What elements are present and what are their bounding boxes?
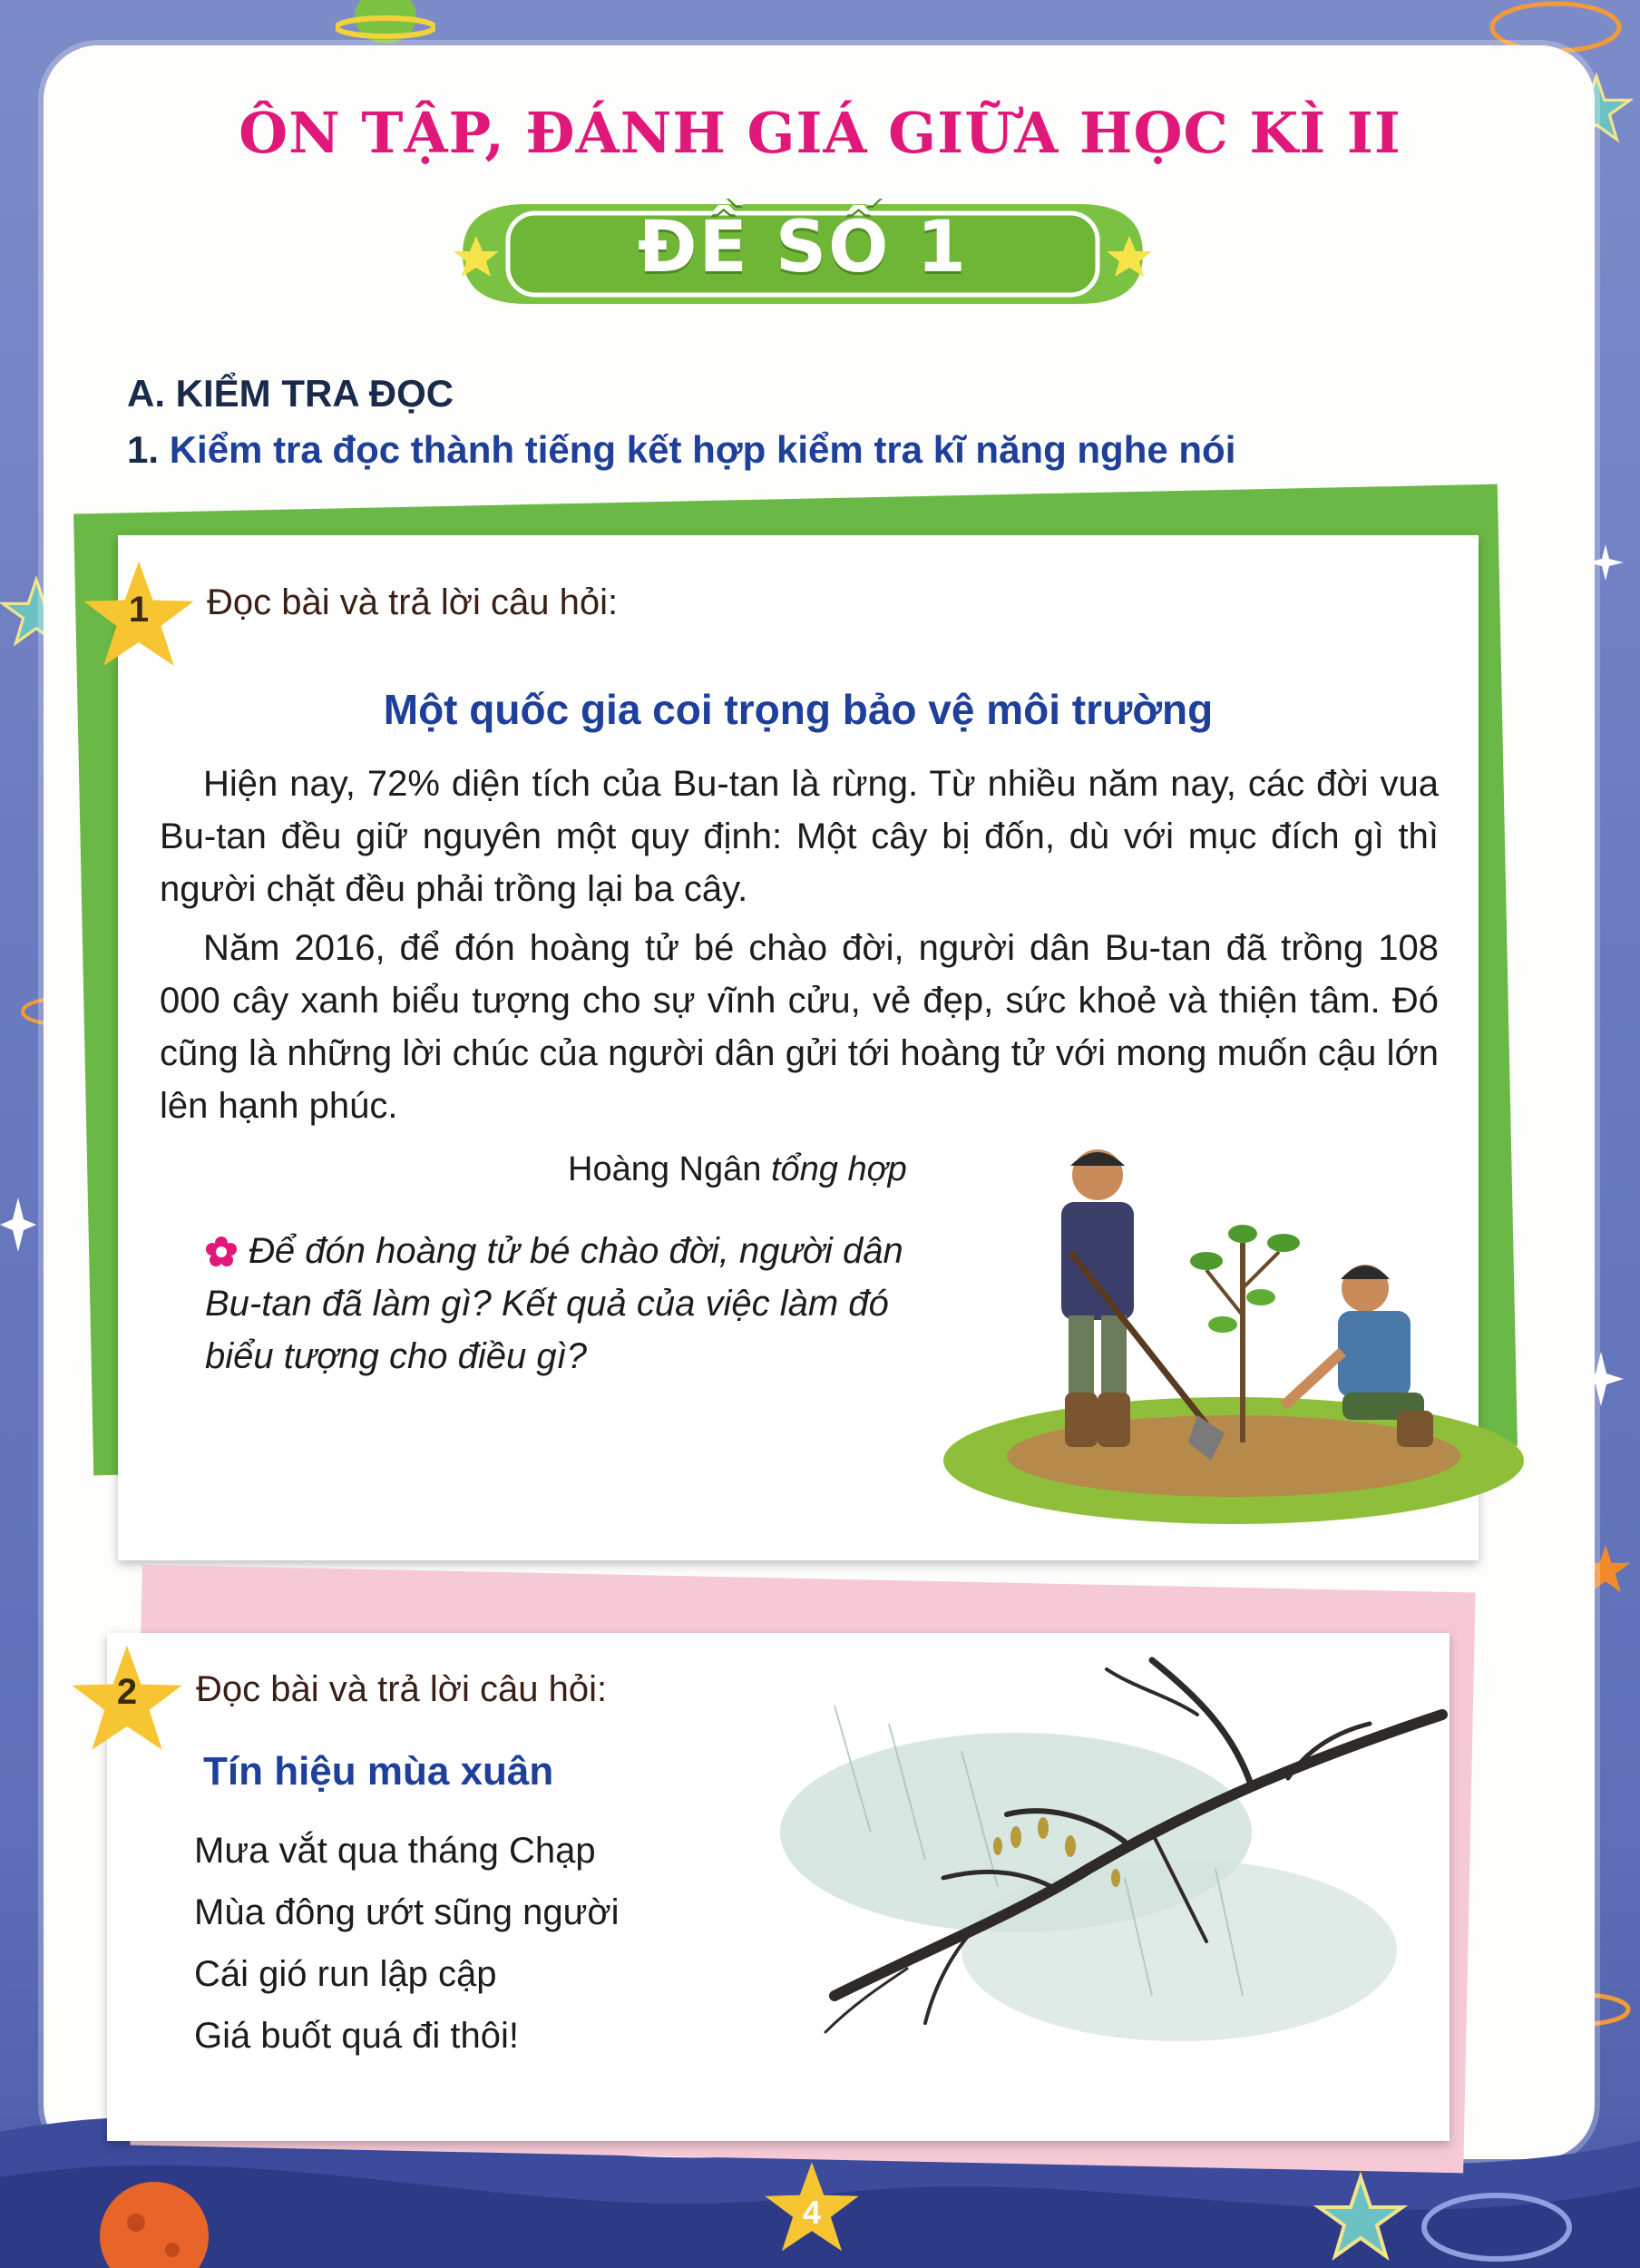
- sparkle-icon: [0, 1198, 36, 1252]
- section-1-number: 1.: [127, 428, 160, 471]
- exercise1-question-text: Để đón hoàng tử bé chào đời, người dân Bu-tan đã làm gì? Kết quả của việc làm đó biểu tượng cho điều gì?: [205, 1231, 903, 1376]
- page-title: ÔN TẬP, ĐÁNH GIÁ GIỮA HỌC KÌ II: [239, 100, 1401, 166]
- exercise1-number: 1: [128, 590, 150, 630]
- section-a-heading: A. KIỂM TRA ĐỌC: [127, 372, 454, 415]
- exercise1-question: [205, 1225, 949, 1383]
- exercise1-instruction: Đọc bài và trả lời câu hỏi:: [207, 582, 619, 622]
- exercise1-paragraph-1: Hiện nay, 72% diện tích của Bu-tan là rừng. Từ nhiều năm nay, các đời vua Bu-tan đều giữ nguyên một quy định: Một cây bị đốn, dù với mục đích gì thì người chặt đều phải trồng lại ba cây.: [160, 764, 1439, 909]
- exercise1-paragraph-2: Năm 2016, để đón hoàng tử bé chào đời, người dân Bu-tan đã trồng 108 000 cây xanh biểu tượng cho sự vĩnh cửu, vẻ đẹp, sức khoẻ và thiện tâm. Đó cũng là những lời chúc của người dân gửi tới hoàng tử với mong muốn cậu lớn lên hạnh phúc.: [160, 928, 1439, 1126]
- exercise2-poem-title: Tín hiệu mùa xuân: [203, 1749, 554, 1794]
- author-name: Hoàng Ngân: [568, 1150, 762, 1188]
- exercise1-story-title: Một quốc gia coi trọng bảo vệ môi trường: [383, 686, 1214, 733]
- page-number: 4: [802, 2194, 822, 2231]
- section-1-text: Kiểm tra đọc thành tiếng kết hợp kiểm tra kĩ năng nghe nói: [169, 428, 1236, 471]
- poem-line-3: Cái gió run lập cập: [194, 1954, 497, 1994]
- exercise1-author: [568, 1150, 907, 1189]
- poem-line-2: Mùa đông ướt sũng người: [194, 1892, 620, 1932]
- poem-line-1: Mưa vắt qua tháng Chạp: [194, 1831, 596, 1871]
- tree-planting-illustration: [934, 1134, 1533, 1533]
- author-note: tổng hợp: [770, 1150, 907, 1188]
- exercise2-instruction: Đọc bài và trả lời câu hỏi:: [196, 1669, 608, 1709]
- bare-branch-illustration: [744, 1651, 1451, 2105]
- poem-line-4: Giá buốt quá đi thôi!: [194, 2016, 520, 2056]
- section-1-heading: [127, 428, 1235, 472]
- exercise2-number: 2: [116, 1672, 138, 1712]
- exam-number-label: ĐỀ SỐ 1: [638, 207, 968, 288]
